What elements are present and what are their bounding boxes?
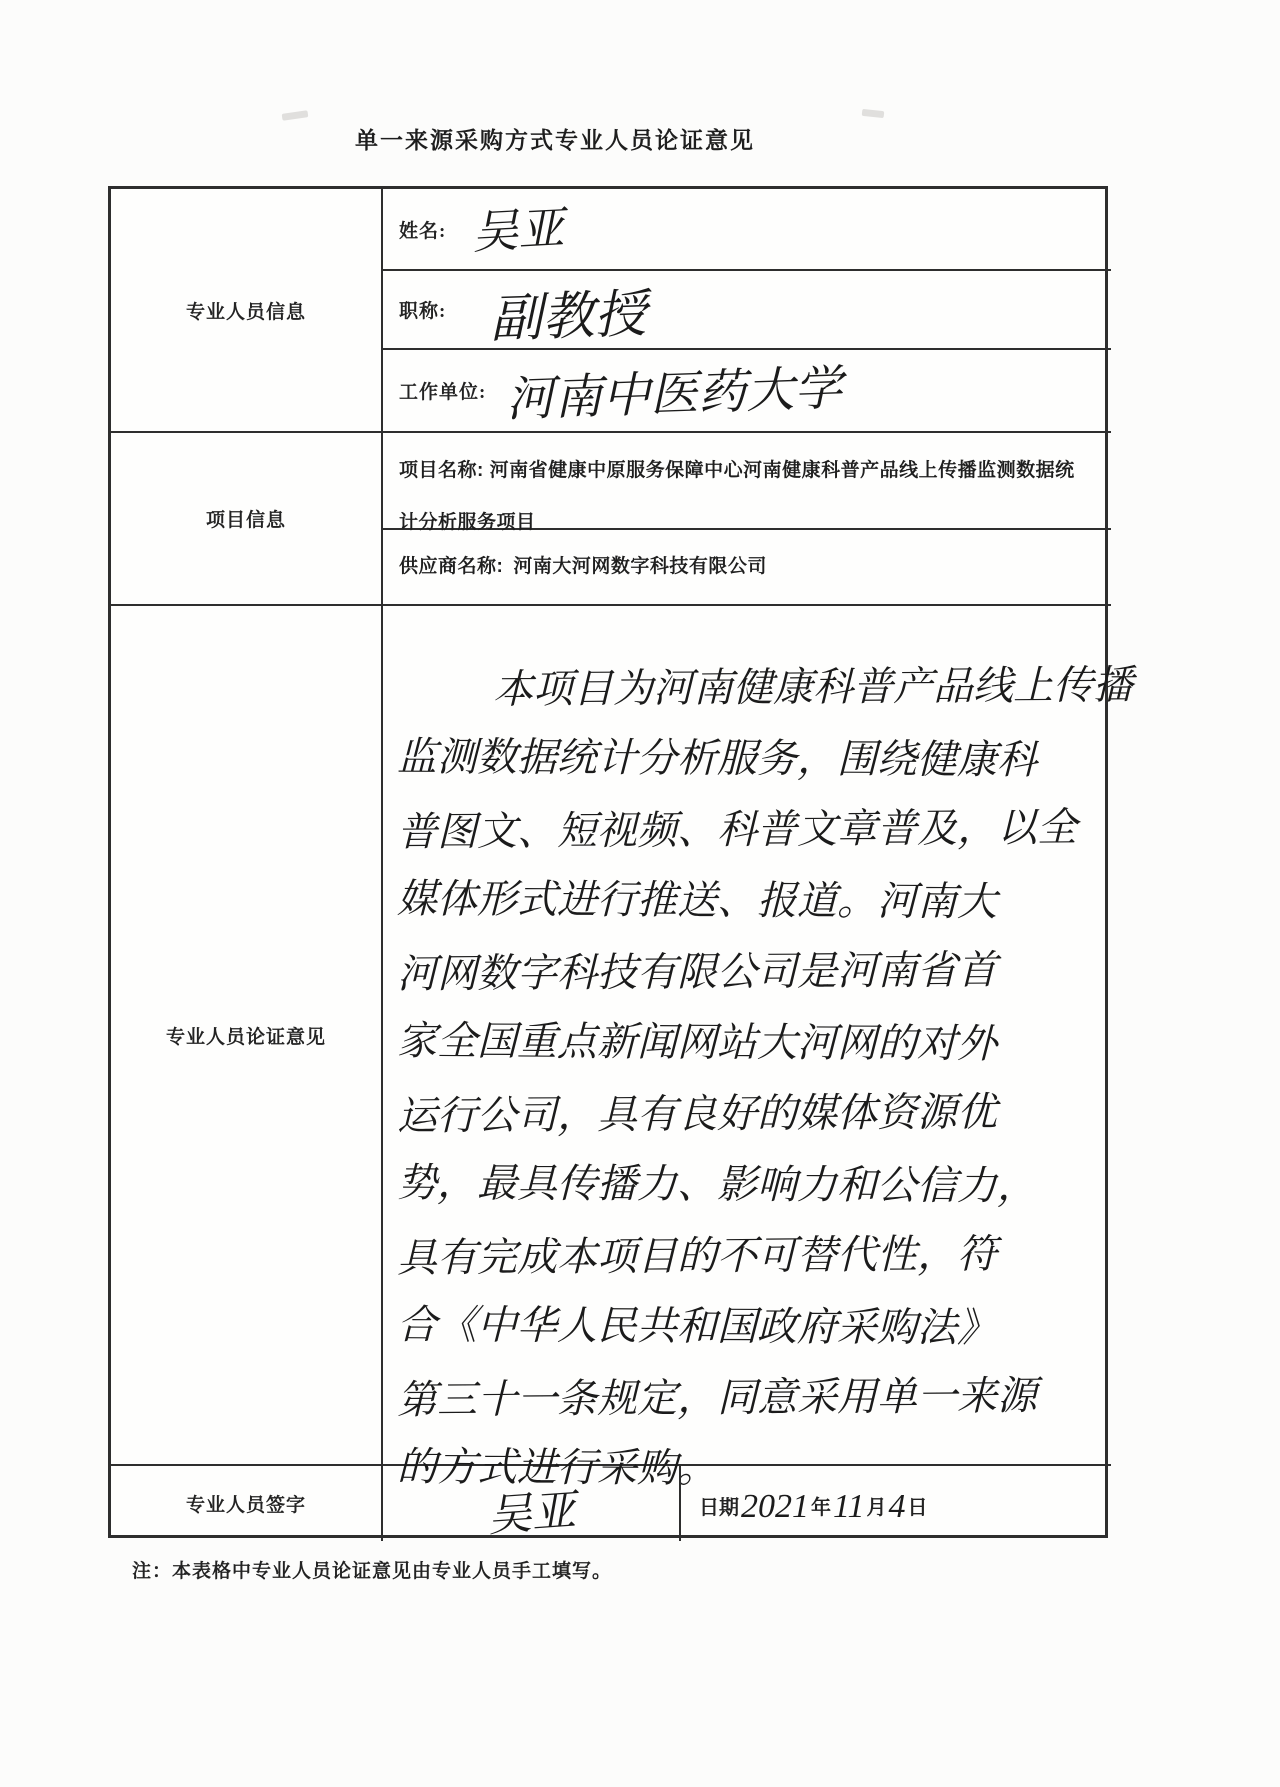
supplier-value: 河南大河网数字科技有限公司	[513, 555, 767, 577]
scan-artifact	[282, 110, 309, 121]
name-label: 姓名:	[399, 220, 447, 242]
date-day-label: 日	[907, 1496, 928, 1519]
opinion-line: 具有完成本项目的不可替代性，符	[396, 1231, 998, 1281]
document-title: 单一来源采购方式专业人员论证意见	[355, 128, 755, 153]
jobtitle-label: 职称:	[399, 301, 447, 322]
opinion-handwritten-text	[383, 606, 1134, 1491]
date-month-label: 月	[866, 1496, 887, 1519]
signature-cell	[383, 1466, 681, 1541]
workunit-handwritten-value: 河南中医药大学	[505, 361, 844, 427]
opinion-line: 监测数据统计分析服务，围绕健康科	[396, 734, 1038, 783]
section-label-personnel-info: 专业人员信息	[111, 189, 383, 433]
workunit-row	[383, 350, 1111, 433]
section-label-signature: 专业人员签字	[111, 1466, 383, 1541]
jobtitle-row	[383, 271, 1111, 350]
date-label: 日期	[699, 1496, 739, 1519]
project-name-label: 项目名称:	[399, 460, 484, 481]
date-day-handwritten: 4	[888, 1487, 906, 1525]
project-name-value: 河南省健康中原服务保障中心河南健康科普产品线上传播监测数据统计分析服务项目	[399, 460, 1075, 533]
opinion-line: 普图文、短视频、科普文章普及，以全	[396, 804, 1078, 855]
scan-artifact	[862, 109, 885, 118]
opinion-line: 的方式进行采购。	[396, 1444, 718, 1491]
signature-handwritten-value: 吴亚	[486, 1485, 578, 1541]
opinion-line: 本项目为河南健康科普产品线上传播	[492, 662, 1134, 712]
form-table	[108, 186, 1134, 1541]
date-year-handwritten: 2021	[741, 1487, 809, 1525]
opinion-line: 势，最具传播力、影响力和公信力，	[396, 1160, 1038, 1209]
name-row	[383, 189, 1111, 271]
date-line	[699, 1487, 928, 1525]
footer-note: 注：本表格中专业人员论证意见由专业人员手工填写。	[132, 1561, 613, 1582]
opinion-line: 运行公司，具有良好的媒体资源优	[396, 1089, 998, 1139]
workunit-label: 工作单位:	[399, 382, 487, 403]
opinion-line: 家全国重点新闻网站大河网的对外	[396, 1018, 998, 1067]
section-label-project-info: 项目信息	[111, 433, 383, 606]
project-name-row	[383, 433, 1111, 533]
date-year-label: 年	[811, 1496, 831, 1519]
date-month-handwritten: 11	[833, 1487, 865, 1525]
supplier-row	[383, 530, 1111, 606]
jobtitle-handwritten-value: 副教授	[489, 285, 648, 349]
name-handwritten-value: 吴亚	[471, 202, 566, 259]
date-cell	[681, 1466, 1111, 1541]
opinion-line: 第三十一条规定，同意采用单一来源	[396, 1373, 1038, 1423]
opinion-line: 媒体形式进行推送、报道。河南大	[396, 876, 998, 925]
section-label-opinion: 专业人员论证意见	[111, 606, 383, 1466]
supplier-label: 供应商名称:	[399, 555, 504, 577]
opinion-line: 河网数字科技有限公司是河南省首	[396, 947, 998, 997]
opinion-line: 合《中华人民共和国政府采购法》	[396, 1302, 998, 1351]
